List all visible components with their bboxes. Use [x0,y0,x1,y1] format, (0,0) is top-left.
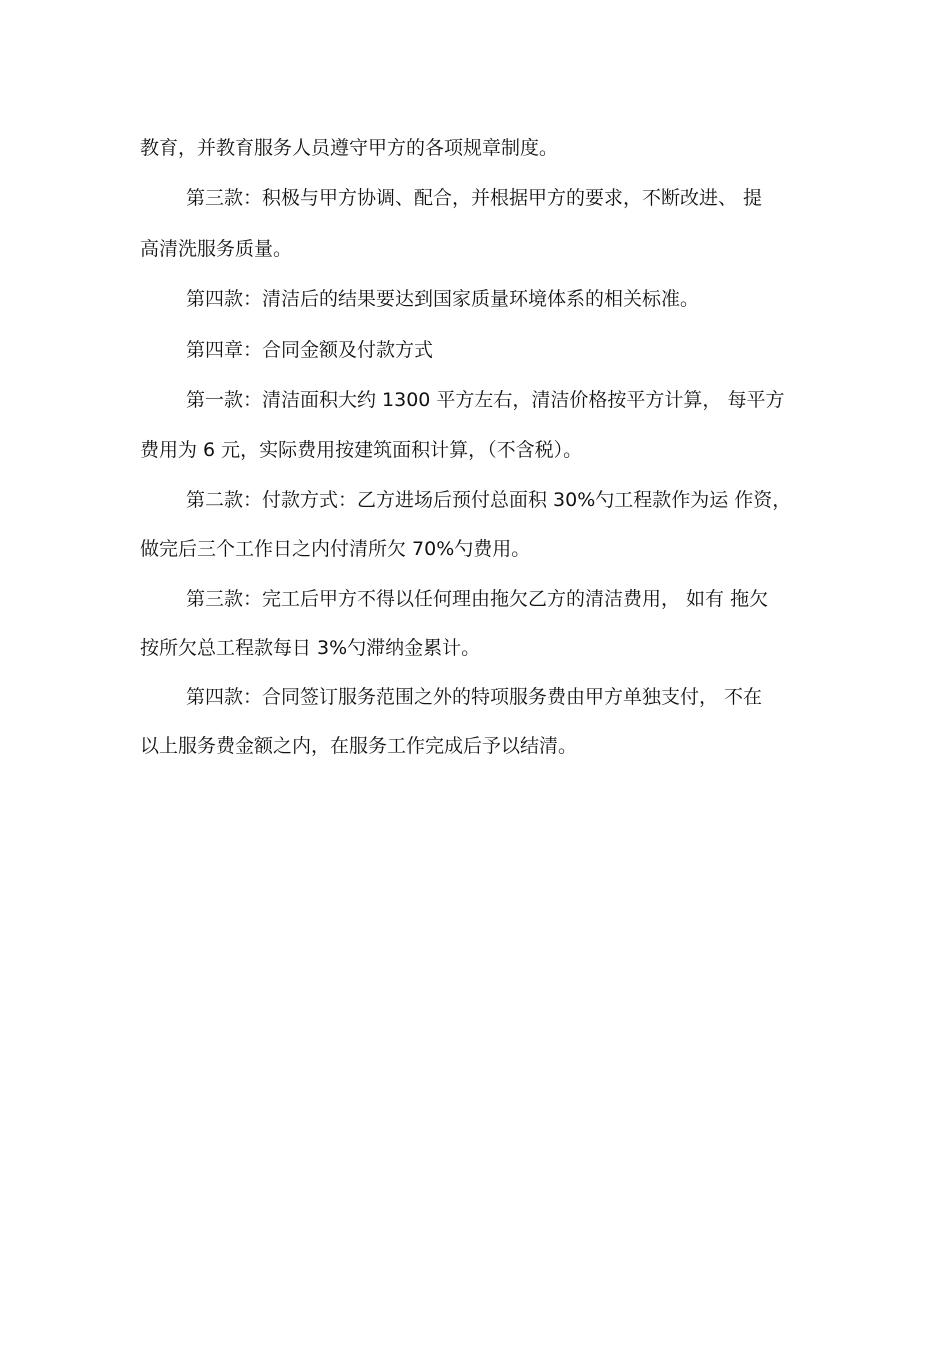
paragraph-line: 教育，并教育服务人员遵守甲方的各项规章制度。 [140,137,559,159]
paragraph-line: 第三款：完工后甲方不得以任何理由拖欠乙方的清洁费用， 如有 拖欠 [186,588,769,610]
paragraph-line: 第四款：清洁后的结果要达到国家质量环境体系的相关标准。 [186,288,700,310]
paragraph-line: 第二款：付款方式：乙方进场后预付总面积 30%勺工程款作为运 作资， [186,489,792,511]
paragraph-line: 按所欠总工程款每日 3%勺滞纳金累计。 [140,637,481,659]
paragraph-line: 第三款：积极与甲方协调、配合，并根据甲方的要求，不断改进、 提 [186,187,763,209]
paragraph-line: 高清洗服务质量。 [140,238,293,260]
paragraph-line: 费用为 6 元，实际费用按建筑面积计算，（不含税）。 [140,439,583,461]
paragraph-line: 第四款：合同签订服务范围之外的特项服务费由甲方单独支付， 不在 [186,686,763,708]
chapter-heading: 第四章：合同金额及付款方式 [186,339,434,361]
paragraph-line: 以上服务费金额之内，在服务工作完成后予以结清。 [140,735,578,757]
paragraph-line: 做完后三个工作日之内付清所欠 70%勺费用。 [140,538,531,560]
paragraph-line: 第一款：清洁面积大约 1300 平方左右，清洁价格按平方计算， 每平方 [186,389,785,411]
